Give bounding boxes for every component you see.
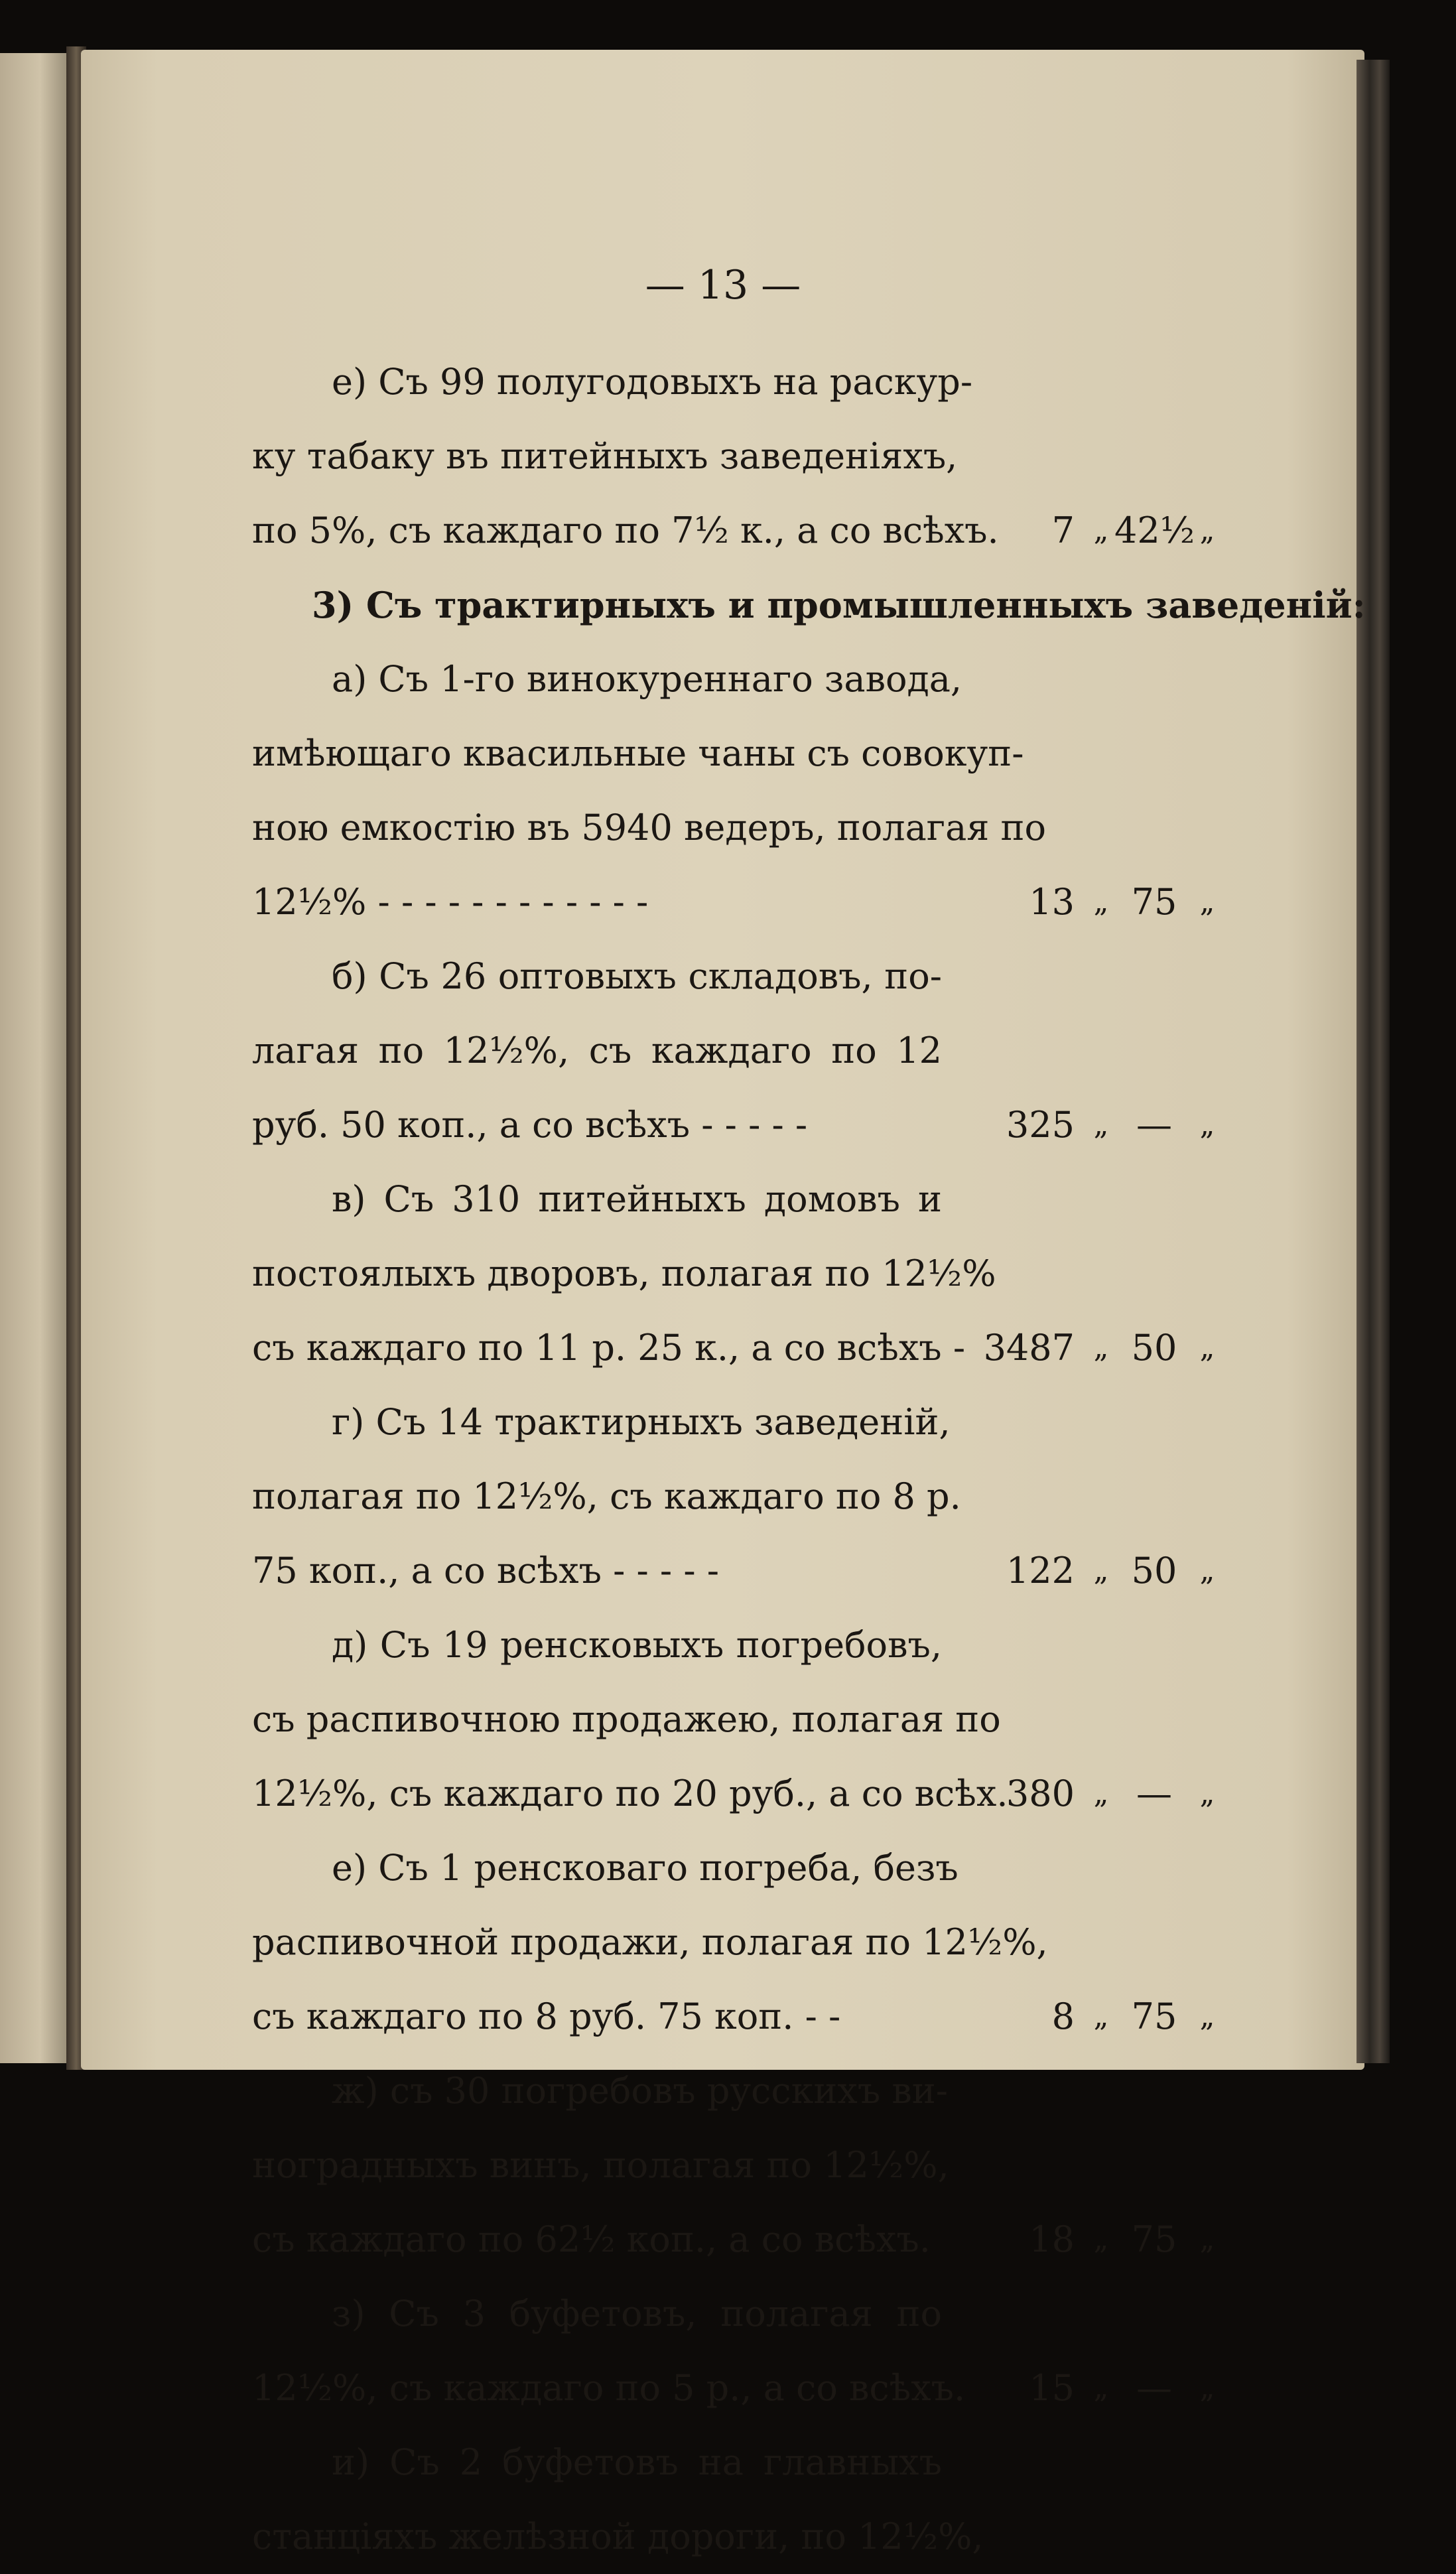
line-text: имѣющаго квасильные чаны съ совокуп- <box>252 732 1024 774</box>
kopecks-value: 50 <box>1131 1327 1177 1369</box>
text-line <box>252 1311 1221 1385</box>
line-text: а) Съ 1-го винокуреннаго завода, <box>332 658 962 700</box>
text-line <box>252 1162 1221 1237</box>
line-text: съ каждаго по 8 руб. 75 коп. - - <box>252 1996 841 2037</box>
line-text: по 5%, съ каждаго по 7½ к., а со всѣхъ. <box>252 509 999 551</box>
ditto-mark: „ <box>1199 1331 1215 1365</box>
line-text: съ каждаго по 62½ коп., а со всѣхъ. <box>252 2218 931 2260</box>
line-text: ною емкостію въ 5940 ведеръ, полагая по <box>252 807 1047 848</box>
ditto-mark: „ <box>1093 1108 1109 1142</box>
line-text: постоялыхъ дворовъ, полагая по 12½% <box>252 1253 996 1294</box>
text-line <box>252 2500 1221 2574</box>
text-line <box>252 1905 1221 1980</box>
line-text: и) Съ 2 буфетовъ на главныхъ <box>332 2441 942 2483</box>
text-line <box>252 494 1221 568</box>
kopecks-value: 42½ <box>1114 509 1195 551</box>
amount-column <box>955 494 1215 568</box>
ditto-mark: „ <box>1199 1108 1215 1142</box>
line-text: д) Съ 19 ренсковыхъ погребовъ, <box>332 1624 942 1666</box>
line-text: з) Съ 3 буфетовъ, полагая по <box>332 2293 942 2335</box>
amount-column <box>955 2351 1215 2425</box>
ditto-mark: „ <box>1199 2222 1215 2256</box>
ditto-mark: „ <box>1199 1999 1215 2033</box>
line-text: 12½%, съ каждаго по 20 руб., а со всѣх. <box>252 1773 1008 1814</box>
amount-column <box>955 1980 1215 2054</box>
line-text: 75 коп., а со всѣхъ - - - - - <box>252 1550 719 1592</box>
ditto-mark: „ <box>1093 1331 1109 1365</box>
text-line <box>252 865 1221 939</box>
ditto-mark: „ <box>1199 885 1215 919</box>
kopecks-value: 75 <box>1131 2218 1177 2260</box>
kopecks-value: 75 <box>1131 1996 1177 2037</box>
ditto-mark: „ <box>1093 513 1109 547</box>
text-line <box>252 716 1221 791</box>
text-line <box>252 1459 1221 1534</box>
line-text: ноградныхъ винъ, полагая по 12½%, <box>252 2144 949 2186</box>
rubles-value: 122 <box>1006 1550 1075 1592</box>
line-text: съ каждаго по 11 р. 25 к., а со всѣхъ - <box>252 1327 966 1369</box>
text-line <box>252 2128 1221 2202</box>
kopecks-value: 75 <box>1131 881 1177 923</box>
text-line <box>252 1980 1221 2054</box>
ditto-mark: „ <box>1093 1554 1109 1588</box>
line-text: 12½%, съ каждаго по 5 р., а со всѣхъ. <box>252 2367 966 2409</box>
text-line <box>252 2425 1221 2500</box>
text-line <box>252 1088 1221 1162</box>
line-text: ж) съ 30 погребовъ русскихъ ви- <box>332 2070 948 2112</box>
ditto-mark: „ <box>1093 2222 1109 2256</box>
page-number: — 13 — <box>645 262 801 308</box>
left-page-edge <box>0 53 73 2063</box>
line-text: г) Съ 14 трактирныхъ заведеній, <box>332 1401 951 1443</box>
text-line <box>252 1608 1221 1682</box>
amount-column <box>955 1311 1215 1385</box>
ditto-mark: „ <box>1093 2371 1109 2405</box>
kopecks-value: — <box>1136 2367 1172 2409</box>
line-text: е) Съ 1 ренсковаго погреба, безъ <box>332 1847 959 1889</box>
text-block <box>252 345 1366 2574</box>
text-line <box>252 2054 1221 2128</box>
ditto-mark: „ <box>1199 1554 1215 1588</box>
amount-column <box>955 1757 1215 1831</box>
rubles-value: 15 <box>1029 2367 1075 2409</box>
ditto-mark: „ <box>1093 885 1109 919</box>
line-text: лагая по 12½%, съ каждаго по 12 <box>252 1030 942 1071</box>
rubles-value: 13 <box>1029 881 1075 923</box>
line-text: полагая по 12½%, съ каждаго по 8 р. <box>252 1475 961 1517</box>
amount-column <box>955 2202 1215 2277</box>
line-text: е) Съ 99 полугодовыхъ на раскур- <box>332 361 973 403</box>
text-line <box>252 1014 1221 1088</box>
line-text: в) Съ 310 питейныхъ домовъ и <box>332 1178 942 1220</box>
section-heading <box>252 568 1366 642</box>
text-line <box>252 1237 1221 1311</box>
text-line <box>252 1757 1221 1831</box>
line-text: руб. 50 коп., а со всѣхъ - - - - - <box>252 1104 808 1146</box>
line-text: распивочной продажи, полагая по 12½%, <box>252 1921 1048 1963</box>
line-text: ку табаку въ питейныхъ заведеніяхъ, <box>252 435 958 477</box>
line-text: съ распивочною продажею, полагая по <box>252 1698 1001 1740</box>
ditto-mark: „ <box>1199 513 1215 547</box>
rubles-value: 325 <box>1006 1104 1075 1146</box>
line-text: 3) Съ трактирныхъ и промышленныхъ заведеній: <box>312 584 1366 626</box>
text-line <box>252 2202 1221 2277</box>
kopecks-value: — <box>1136 1773 1172 1814</box>
ditto-mark: „ <box>1093 1777 1109 1810</box>
text-line <box>252 791 1221 865</box>
page-stack-edge <box>1357 60 1390 2063</box>
text-line <box>252 1682 1221 1757</box>
rubles-value: 7 <box>1051 509 1075 551</box>
text-line <box>252 2277 1221 2351</box>
text-line <box>252 642 1221 716</box>
ditto-mark: „ <box>1093 1999 1109 2033</box>
amount-column <box>955 865 1215 939</box>
rubles-value: 380 <box>1006 1773 1075 1814</box>
text-line <box>252 1385 1221 1459</box>
text-line <box>252 1534 1221 1608</box>
line-text: 12½% - - - - - - - - - - - - <box>252 881 649 923</box>
kopecks-value: 50 <box>1131 1550 1177 1592</box>
amount-column <box>955 1534 1215 1608</box>
text-line <box>252 1831 1221 1905</box>
text-line <box>252 419 1221 494</box>
amount-column <box>955 1088 1215 1162</box>
line-text: станціяхъ желѣзной дороги, по 12½%, <box>252 2516 984 2557</box>
text-line <box>252 345 1221 419</box>
ditto-mark: „ <box>1199 2371 1215 2405</box>
kopecks-value: — <box>1136 1104 1172 1146</box>
text-line <box>252 939 1221 1014</box>
rubles-value: 18 <box>1029 2218 1075 2260</box>
rubles-value: 3487 <box>983 1327 1075 1369</box>
text-line <box>252 2351 1221 2425</box>
line-text: б) Съ 26 оптовыхъ складовъ, по- <box>332 955 942 997</box>
ditto-mark: „ <box>1199 1777 1215 1810</box>
rubles-value: 8 <box>1051 1996 1075 2037</box>
